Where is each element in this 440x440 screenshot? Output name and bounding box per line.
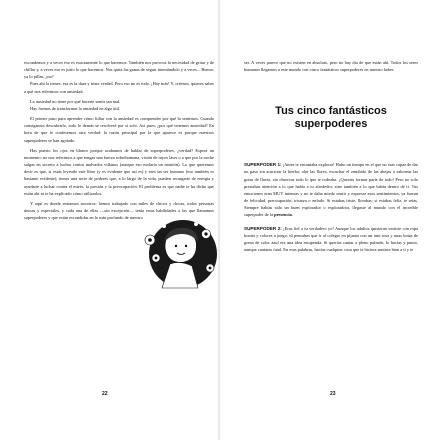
power-1-paragraph — [244, 161, 418, 218]
page-number: 22 — [102, 391, 108, 397]
paragraph: El primer paso para aprender cómo lidiar con la ansiedad es comprender por qué la sentimos. Cuando consigamos descubrirlo, todo lo demás se resolverá por sí solo. Así pues, ¿por qué tenemos ansiedad? En hora de que te confesemos otra verdad: la razón principal por la que aparece es porque nuestros superpoderes se han agotado. — [24, 116, 214, 143]
child-with-flowers-illustration — [136, 212, 220, 292]
power-1-text: ¡Antes te encantaba explorar! Hubo un tiempo en el que no eras capaz de dar un paso sin acariciar la hierba, oler las flores, escuchar el zumbido de las abejas o saborear las gotas de lluvia, sin observar todo lo que te rodeaba. ¿Querías formar parte de todo! Pero no solo prestabas atención a lo que había a tu alrededor, sino también a lo que había dentro de ti. Tus emociones eran MUY intensas y no te daba miedo sentir y expresar esos sentimientos, ya fueran de felicidad, preocupación, tristeza o enfado. Si estabas triste, llorabas; si estabas feliz, te reías. Siempre habías sido un buen explorador o exploradora, llegaste al mundo con el increíble superpoder de la — [244, 162, 418, 218]
page-number: 23 — [330, 391, 336, 397]
paragraph: escondemos y a veces eso es exactamente lo que hacemos. También nos provoca la necesidad de gritar y de chillar y, a veces eso es justo lo que hacemos. Nos quita las ganas de seguir intentándolo y a veces... Bueno, ya lo pillas, ¿no? — [24, 60, 214, 80]
section-title-line: Tus cinco fantásticos — [275, 105, 387, 118]
power-1-label: SUPERPODER 1: — [244, 162, 282, 168]
power-2-paragraph — [244, 225, 418, 254]
power-2-text: ¡Eras fiel a tu verdadero yo! Aunque los adultos quisieran vestirte con ropa bonita y colores a juego, tú pensabas que ir al colegio en pijama con un tutú rosa y unas botas de goma de color azul era una idea estupenda. Si querías cantar a pleno pulmón, lo hacías y punto, aunque cantaras fatal. En esas palabras, hacías cualquier cosa que te hiciera sentirte bien a ti y te — [244, 225, 418, 253]
paragraph: Pues ahí la tienes: esa es la dura y triste verdad. Pero eso no es todo. ¡Hay más! Y, créenos, quieres saber a qué nos referimos con ansiedad. — [24, 81, 214, 94]
right-page — [220, 0, 440, 440]
section-title-line: superpoderes — [294, 118, 368, 131]
power-2-label: SUPERPODER 2: — [244, 225, 282, 231]
paragraph: La ansiedad no tiene por qué hacerte sentir tan mal. — [30, 98, 121, 104]
power-1-highlight: presencia — [274, 212, 292, 218]
section-title — [244, 105, 418, 131]
power-1-text-end: . — [291, 212, 293, 218]
intro-paragraph: ser. A veces parece que no existen en absoluto, pero no hay día de que están ahí. Todos los seres humanos llegamos a este mundo con cinco fantásticos superpoderes en nuestro haber. — [244, 60, 418, 73]
paragraph: Y aquí es donde entramos nosotros: hemos trabajado con miles de chicos y chicas, todos personas únicas y especiales, y cada una de ellas —sin excepción— tenía estas habilidades a las que llamamos superpoderes y que están escondidas en lo más profundo de nuestro — [24, 200, 214, 221]
power-1-block — [244, 161, 418, 218]
paragraph: Hay formas de transformar la ansiedad en algo útil. — [30, 105, 121, 111]
paragraph: Has puesto los ojos en blanco porque acabamos de hablar de superpoderes, ¿verdad? Espera un momento: no nos referimos a que tengas una fuerza sobrehumana, visión de rayos láser o a que por la noche salgas en secreto a luchar contra malvados villanos (aunque eso molaría un montón). Lo que queremos decir es que, si estás leyendo este libro (y es evidente que así es) y eres un ser humano (eso también es bastante evidente), tienes una serie de poderes que, a lo largo de la vida, pueden recargarte de energía y ayudarte a luchar contra el estrés, la presión y la preocupación. El problema es que nadie te ha dicho que están ahí ni te ha explicado cómo utilizarlos. — [24, 147, 214, 196]
